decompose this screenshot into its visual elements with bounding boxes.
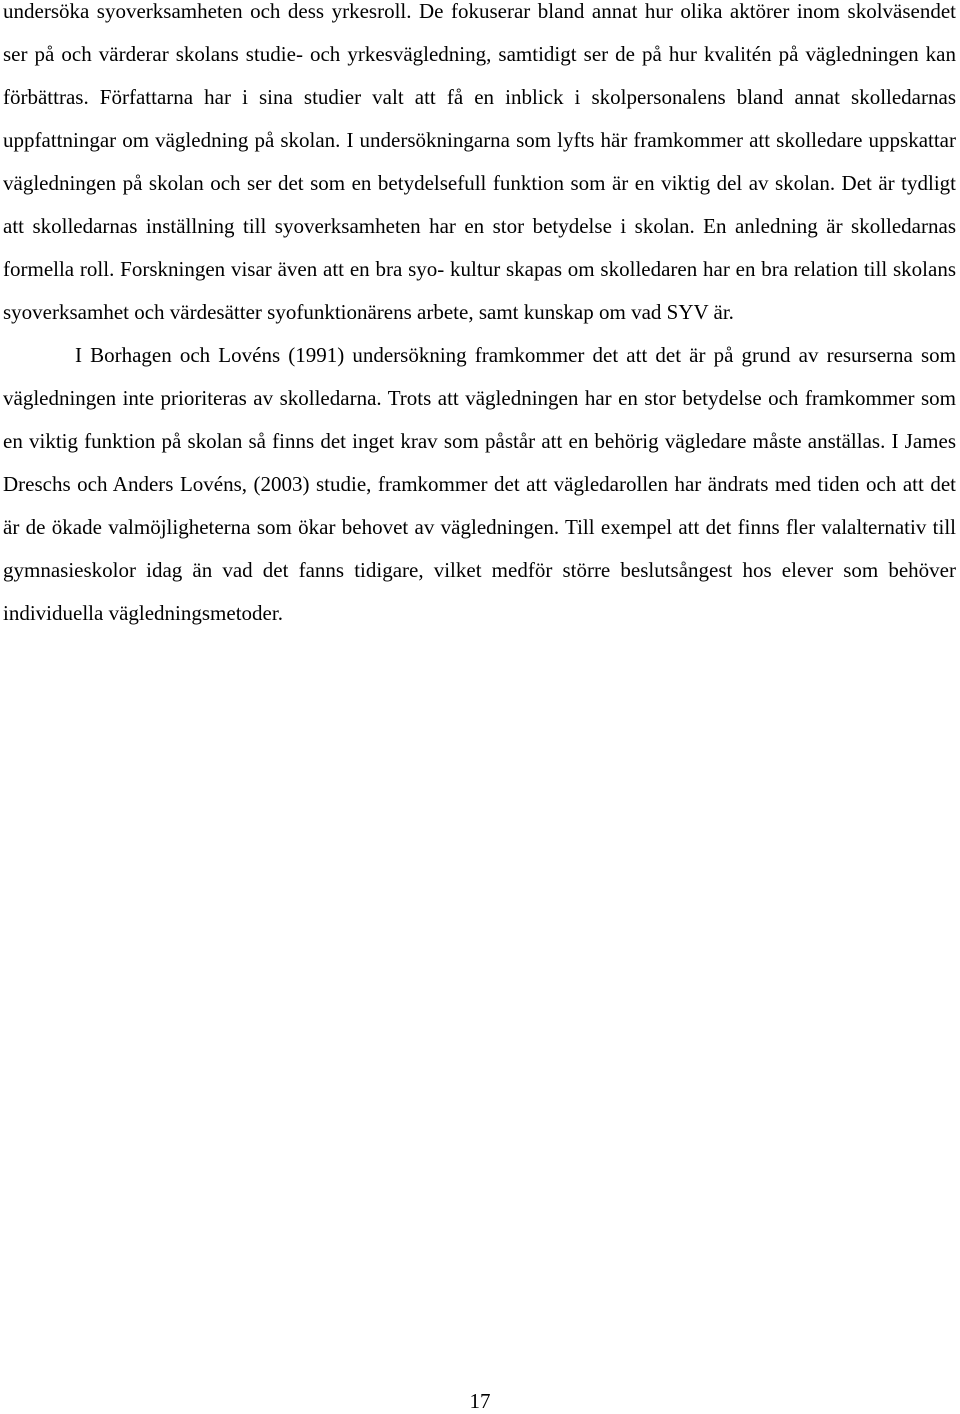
page-number: 17 [469,1389,491,1413]
paragraph-1: undersöka syoverksamheten och dess yrkesroll. De fokuserar bland annat hur olika aktörer inom skolväsendet ser på och värderar skolans studie- och yrkesvägledning, samtidigt ser de på hur kvalitén på vägledningen kan förbättras. Författarna har i sina studier valt att få en inblick i skolpersonalens bland annat skolledarnas uppfattningar om vägledning på skolan. I undersökningarna som lyfts här framkommer att skolledare uppskattar vägledningen på skolan och ser det som en betydelsefull funktion som är en viktig del av skolan. Det är tydligt att skolledarnas inställning till syoverksamheten har en stor betydelse i skolan. En anledning är skolledarnas formella roll. Forskningen visar även att en bra syo- kultur skapas om skolledaren har en bra relation till skolans syoverksamhet och värdesätter syofunktionärens arbete, samt kunskap om vad SYV är. [3,0,956,324]
body-text [3,0,956,635]
paragraph-2: I Borhagen och Lovéns (1991) undersökning framkommer det att det är på grund av resurserna som vägledningen inte prioriteras av skolledarna. Trots att vägledningen har en stor betydelse och framkommer som en viktig funktion på skolan så finns det inget krav som påstår att en behörig vägledare måste anställas. I James Dreschs och Anders Lovéns, (2003) studie, framkommer det att vägledarollen har ändrats med tiden och att det är de ökade valmöjligheterna som ökar behovet av vägledningen. Till exempel att det finns fler valalternativ till gymnasieskolor idag än vad det fanns tidigare, vilket medför större beslutsångest hos elever som behöver individuella vägledningsmetoder. [3,343,956,625]
